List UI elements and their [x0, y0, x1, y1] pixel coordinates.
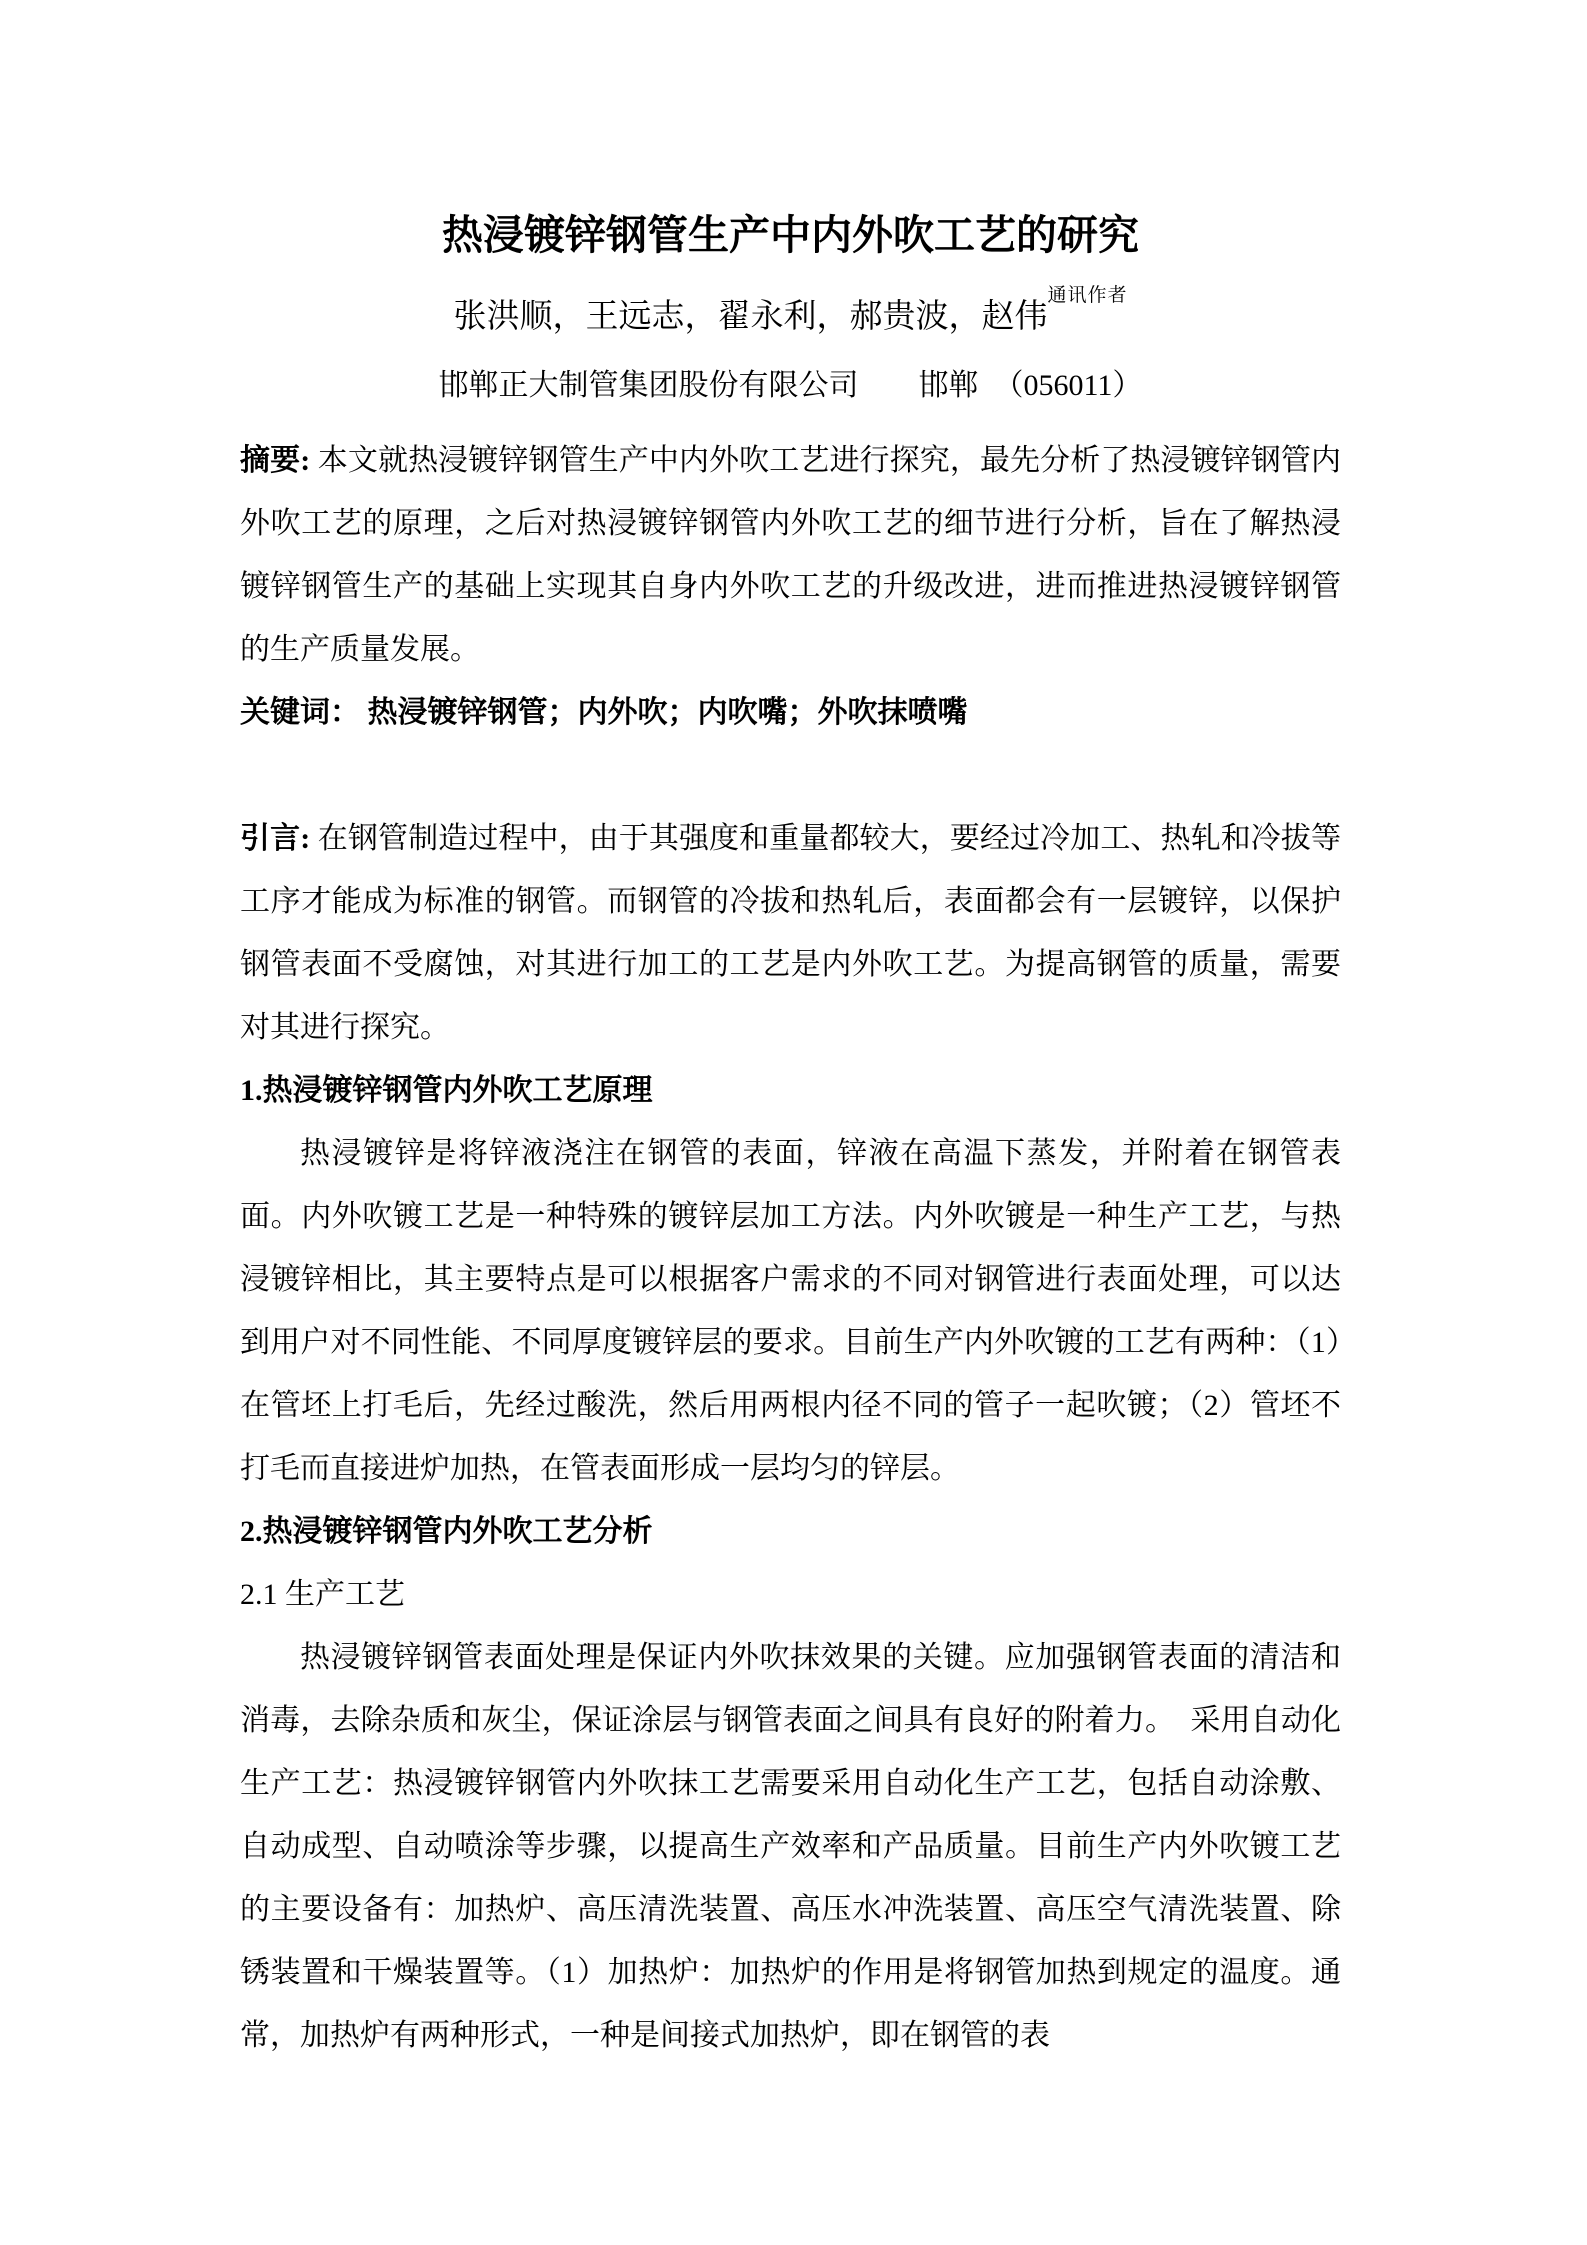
page-content	[240, 205, 1341, 2067]
abstract-paragraph	[240, 429, 1341, 681]
introduction-text: 在钢管制造过程中，由于其强度和重量都较大，要经过冷加工、热轧和冷拔等工序才能成为标准的钢管。而钢管的冷拔和热轧后，表面都会有一层镀锌，以保护钢管表面不受腐蚀，对其进行加工的工艺是内外吹工艺。为提高钢管的质量，需要对其进行探究。	[240, 822, 1342, 1044]
section-2-1-heading: 2.1 生产工艺	[240, 1578, 405, 1611]
keywords-label: 关键词：	[240, 696, 368, 729]
author-names: 张洪顺，王远志，翟永利，郝贵波，赵伟	[453, 299, 1048, 335]
keywords-text: 热浸镀锌钢管；内外吹；内吹嘴；外吹抹喷嘴	[367, 696, 968, 729]
section-2-1-body: 热浸镀锌钢管表面处理是保证内外吹抹效果的关键。应加强钢管表面的清洁和消毒，去除杂质和灰尘，保证涂层与钢管表面之间具有良好的附着力。 采用自动化生产工艺：热浸镀锌钢管内外吹抹工艺需要采用自动化生产工艺，包括自动涂敷、自动成型、自动喷涂等步骤，以提高生产效率和产品质量。目前生产内外吹镀工艺的主要设备有：加热炉、高压清洗装置、高压水冲洗装置、高压空气清洗装置、除锈装置和干燥装置等。（1）加热炉：加热炉的作用是将钢管加热到规定的温度。通常，加热炉有两种形式，一种是间接式加热炉，即在钢管的表	[240, 1641, 1341, 2052]
section-1-heading: 1.热浸镀锌钢管内外吹工艺原理	[240, 1074, 653, 1107]
section-2-heading: 2.热浸镀锌钢管内外吹工艺分析	[240, 1515, 653, 1548]
keywords-paragraph	[240, 681, 1341, 744]
paper-title: 热浸镀锌钢管生产中内外吹工艺的研究	[442, 212, 1139, 258]
abstract-text: 本文就热浸镀锌钢管生产中内外吹工艺进行探究，最先分析了热浸镀锌钢管内外吹工艺的原理，之后对热浸镀锌钢管内外吹工艺的细节进行分析，旨在了解热浸镀锌钢管生产的基础上实现其自身内外吹工艺的升级改进，进而推进热浸镀锌钢管的生产质量发展。	[240, 444, 1342, 666]
section-1-body: 热浸镀锌是将锌液浇注在钢管的表面，锌液在高温下蒸发，并附着在钢管表面。内外吹镀工艺是一种特殊的镀锌层加工方法。内外吹镀是一种生产工艺，与热浸镀锌相比，其主要特点是可以根据客户需求的不同对钢管进行表面处理，可以达到用户对不同性能、不同厚度镀锌层的要求。目前生产内外吹镀的工艺有两种：（1）在管坯上打毛后，先经过酸洗，然后用两根内径不同的管子一起吹镀；（2）管坯不打毛而直接进炉加热，在管表面形成一层均匀的锌层。	[240, 1137, 1341, 1485]
authors-line	[240, 285, 1341, 345]
introduction-paragraph	[240, 807, 1341, 1059]
abstract-label: 摘要:	[240, 444, 318, 477]
introduction-label: 引言:	[240, 822, 318, 855]
corresponding-author-superscript: 通讯作者	[1047, 285, 1128, 306]
blank-line	[240, 744, 1341, 807]
affiliation-line: 邯郸正大制管集团股份有限公司 邯郸 （056011）	[438, 369, 1143, 402]
